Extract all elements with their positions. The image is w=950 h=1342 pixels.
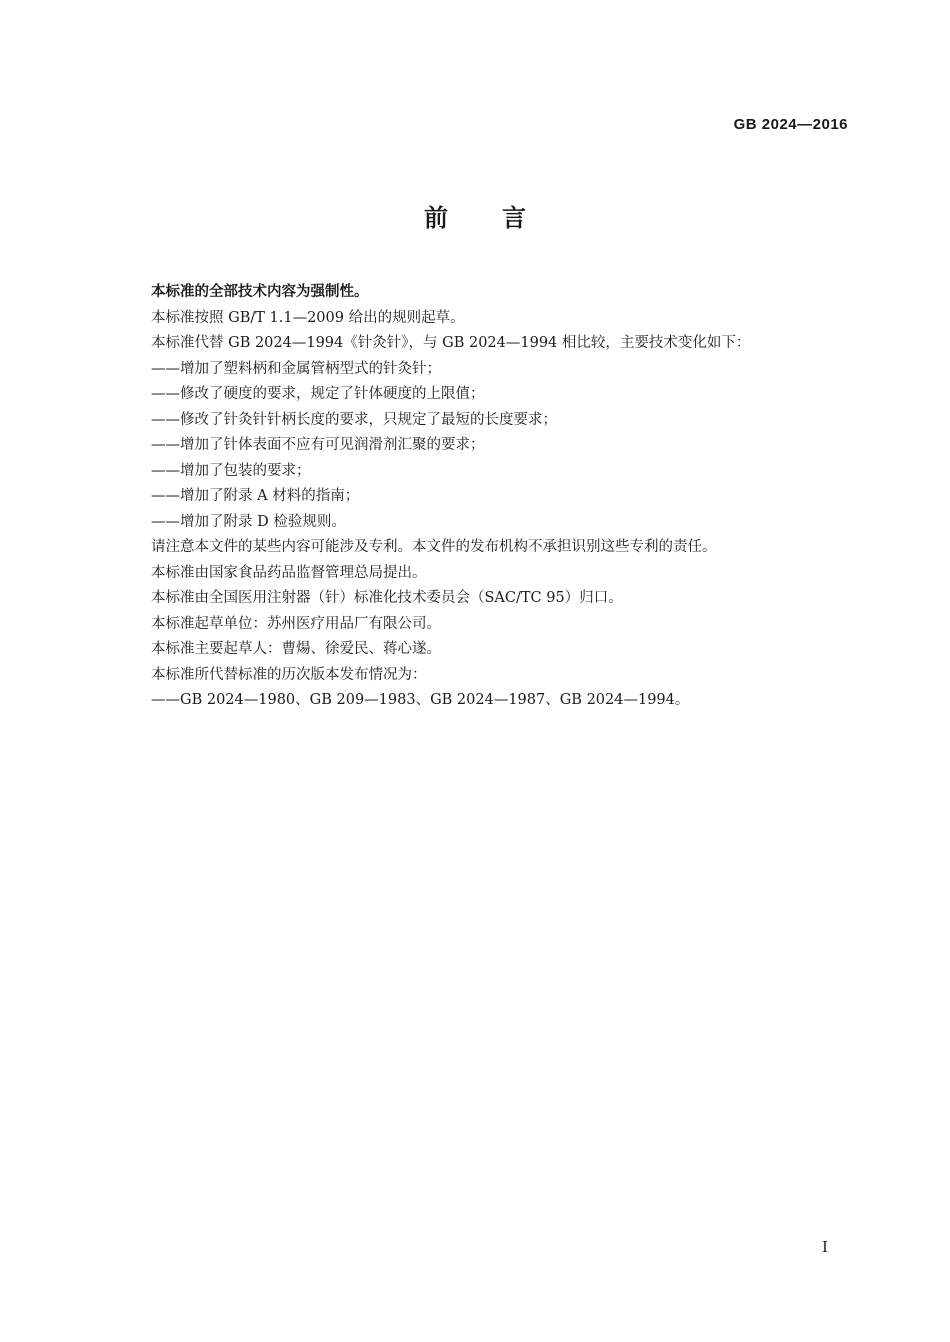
paragraph: 本标准所代替标准的历次版本发布情况为： — [151, 666, 427, 683]
paragraph: 本标准代替 GB 2024—1994《针灸针》，与 GB 2024—1994 相比较，主要技术变化如下： — [151, 335, 751, 351]
paragraph: 本标准主要起草人：曹煬、徐爱民、蒋心遂。 — [151, 641, 441, 657]
paragraph: 本标准由国家食品药品监督管理总局提出。 — [151, 564, 427, 581]
foreword-body — [151, 280, 851, 714]
page-number: I — [822, 1238, 828, 1256]
list-item: ——增加了附录 A 材料的指南； — [151, 488, 360, 504]
standard-code: GB 2024—2016 — [733, 116, 848, 133]
list-item: ——GB 2024—1980、GB 209—1983、GB 2024—1987、GB 2024—1994。 — [151, 692, 690, 708]
list-item: ——增加了附录 D 检验规则。 — [151, 513, 346, 530]
list-item: ——增加了塑料柄和金属管柄型式的针灸针； — [151, 360, 441, 377]
paragraph: 本标准由全国医用注射器（针）标准化技术委员会（SAC/TC 95）归口。 — [151, 590, 623, 606]
paragraph: 请注意本文件的某些内容可能涉及专利。本文件的发布机构不承担识别这些专利的责任。 — [151, 539, 717, 555]
paragraph-mandatory-statement: 本标准的全部技术内容为强制性。 — [151, 284, 369, 300]
list-item: ——修改了针灸针针柄长度的要求，只规定了最短的长度要求； — [151, 411, 557, 428]
list-item: ——增加了针体表面不应有可见润滑剂汇聚的要求； — [151, 437, 485, 453]
list-item: ——修改了硬度的要求，规定了针体硬度的上限值； — [151, 386, 485, 402]
list-item: ——增加了包装的要求； — [151, 462, 311, 479]
paragraph: 本标准起草单位：苏州医疗用品厂有限公司。 — [151, 615, 441, 632]
page-title: 前言 — [424, 204, 580, 232]
paragraph: 本标准按照 GB/T 1.1—2009 给出的规则起草。 — [151, 309, 465, 326]
